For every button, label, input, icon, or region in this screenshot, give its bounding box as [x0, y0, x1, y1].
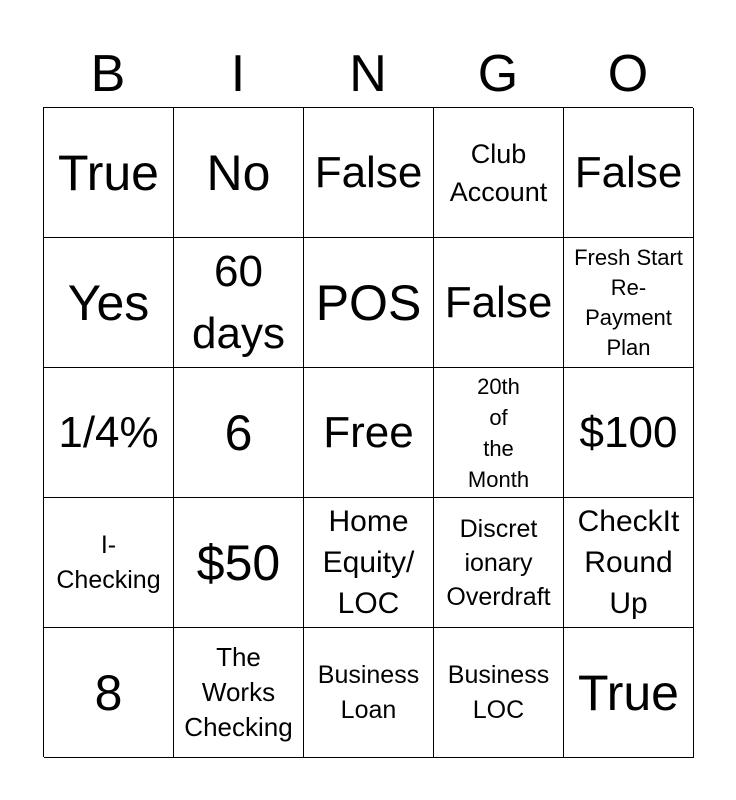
bingo-cell-r5c4[interactable]	[434, 628, 564, 758]
cell-text: POS	[315, 274, 422, 331]
bingo-header	[43, 42, 693, 106]
bingo-card	[43, 107, 693, 757]
bingo-cell-r5c3[interactable]	[304, 628, 434, 758]
cell-text: 6	[224, 404, 253, 461]
bingo-cell-r2c5[interactable]	[564, 238, 694, 368]
cell-text: False	[574, 147, 683, 197]
cell-text: 60 days	[192, 246, 285, 358]
bingo-cell-r2c4[interactable]	[434, 238, 564, 368]
cell-text: $100	[579, 407, 678, 457]
cell-text: 1/4%	[58, 407, 159, 457]
cell-text: True	[58, 144, 159, 201]
bingo-cell-r4c5[interactable]	[564, 498, 694, 628]
header-letter-g: G	[477, 45, 519, 103]
bingo-cell-r4c3[interactable]	[304, 498, 434, 628]
cell-text: True	[578, 664, 679, 721]
bingo-cell-r1c4[interactable]	[434, 108, 564, 238]
header-letter-n: N	[349, 45, 387, 103]
bingo-cell-r3c4[interactable]	[434, 368, 564, 498]
cell-text: Yes	[67, 274, 150, 331]
cell-text: CheckIt Round Up	[577, 505, 680, 620]
cell-text: Business Loan	[317, 660, 420, 724]
bingo-cell-r2c1[interactable]	[44, 238, 174, 368]
cell-text: The Works Checking	[184, 642, 293, 742]
header-letter-b: B	[90, 45, 126, 103]
bingo-cell-r2c2[interactable]	[174, 238, 304, 368]
cell-text: Club Account	[449, 138, 548, 207]
cell-text: Free	[323, 407, 414, 457]
bingo-cell-r4c2[interactable]	[174, 498, 304, 628]
bingo-cell-r5c5[interactable]	[564, 628, 694, 758]
bingo-cell-r2c3[interactable]	[304, 238, 434, 368]
bingo-cell-r1c2[interactable]	[174, 108, 304, 238]
cell-text: False	[444, 277, 553, 327]
header-letter-i: I	[230, 45, 246, 103]
cell-text: 20th of the Month	[467, 373, 530, 492]
bingo-cell-r1c5[interactable]	[564, 108, 694, 238]
header-letter-o: O	[607, 45, 649, 103]
bingo-cell-r5c2[interactable]	[174, 628, 304, 758]
bingo-cell-r3c1[interactable]	[44, 368, 174, 498]
cell-text: No	[206, 144, 271, 201]
bingo-cell-r3c5[interactable]	[564, 368, 694, 498]
cell-text: Home Equity/ LOC	[322, 505, 415, 620]
cell-text: Business LOC	[447, 660, 550, 724]
bingo-cell-r3c2[interactable]	[174, 368, 304, 498]
bingo-cell-r1c1[interactable]	[44, 108, 174, 238]
cell-text: 8	[94, 664, 123, 721]
bingo-cell-r4c4[interactable]	[434, 498, 564, 628]
cell-text: Fresh Start Re- Payment Plan	[574, 244, 683, 360]
bingo-cell-r5c1[interactable]	[44, 628, 174, 758]
cell-text: False	[314, 147, 423, 197]
cell-text: I- Checking	[56, 530, 161, 594]
cell-text: $50	[196, 534, 281, 591]
cell-text: Discret ionary Overdraft	[446, 514, 551, 611]
bingo-cell-r4c1[interactable]	[44, 498, 174, 628]
bingo-cell-r1c3[interactable]	[304, 108, 434, 238]
bingo-cell-r3c3[interactable]	[304, 368, 434, 498]
